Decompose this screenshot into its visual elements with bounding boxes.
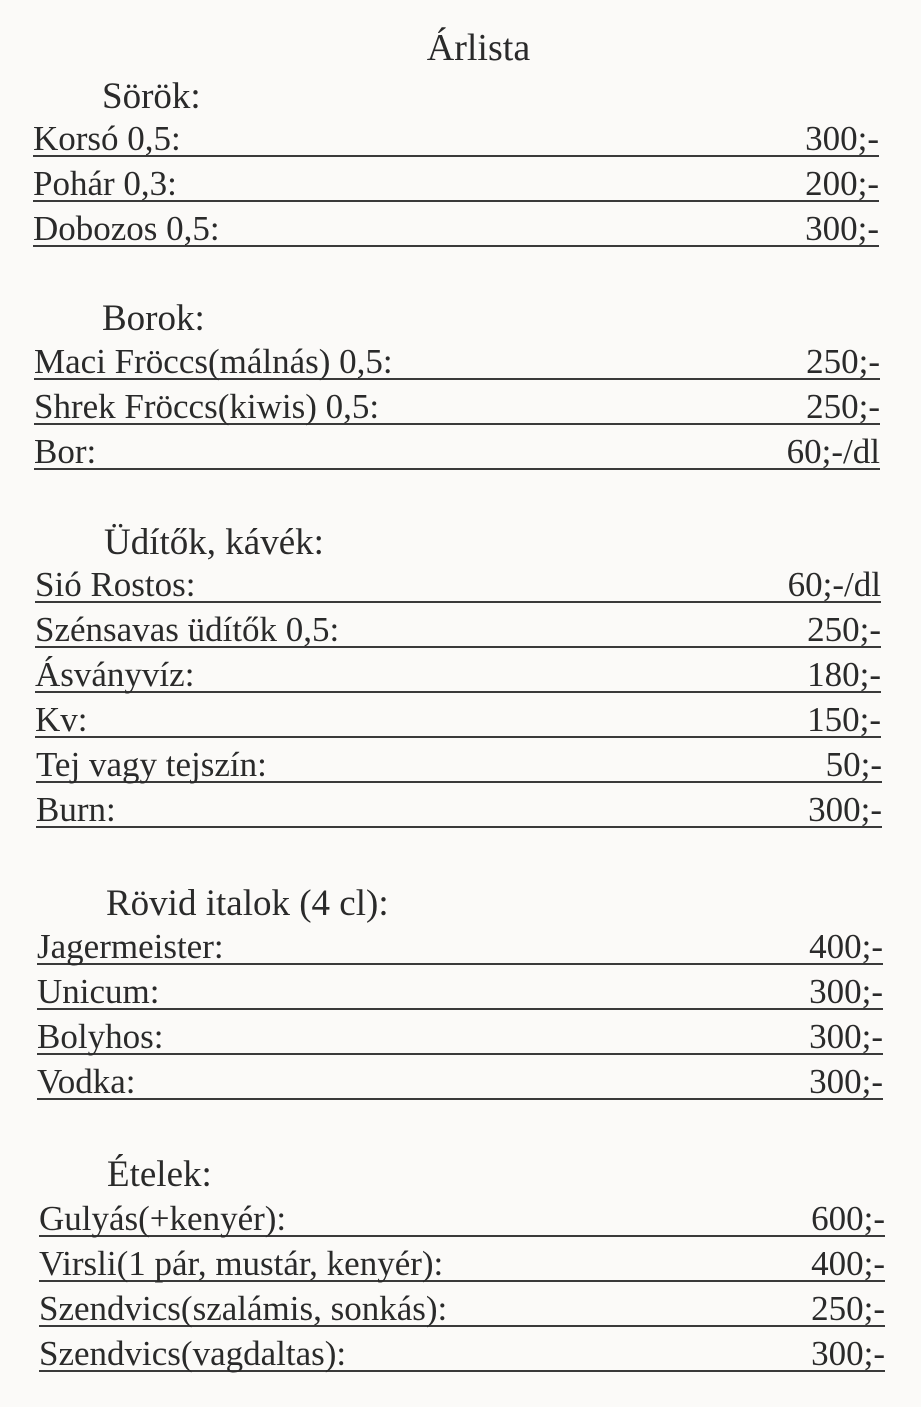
item-price: 250;- (806, 342, 880, 381)
list-item (39, 1197, 885, 1237)
item-price: 300;- (805, 209, 879, 248)
item-name: Jagermeister: (37, 927, 224, 966)
item-name: Szendvics(szalámis, sonkás): (39, 1289, 448, 1328)
item-price: 60;-/dl (786, 432, 880, 471)
item-price: 300;- (809, 972, 883, 1011)
list-item (39, 1242, 885, 1282)
section-heading-food: Ételek: (107, 1154, 212, 1195)
item-price: 300;- (809, 1017, 883, 1056)
item-price: 250;- (806, 387, 880, 426)
item-name: Kv: (35, 700, 88, 739)
section-heading-short-drinks (106, 882, 389, 926)
list-item (39, 1287, 885, 1327)
item-name: Szénsavas üdítők 0,5: (35, 610, 340, 649)
list-item (39, 1332, 885, 1372)
list-item (36, 788, 882, 828)
item-price: 300;- (805, 119, 879, 158)
list-item (36, 743, 882, 783)
list-item (37, 1015, 883, 1055)
item-name: Shrek Fröccs(kiwis) 0,5: (34, 387, 380, 426)
section-heading-short-drinks-text: Rövid italok (4 cl): (106, 883, 389, 924)
item-price: 300;- (811, 1334, 885, 1373)
list-item (37, 1060, 883, 1100)
item-name: Ásványvíz: (35, 655, 195, 694)
item-name: Korsó 0,5: (33, 119, 181, 158)
item-name: Sió Rostos: (35, 565, 196, 604)
item-price: 400;- (811, 1244, 885, 1283)
list-item (35, 563, 881, 603)
item-name: Bor: (34, 432, 97, 471)
item-price: 180;- (807, 655, 881, 694)
item-price: 250;- (811, 1289, 885, 1328)
item-price: 400;- (809, 927, 883, 966)
item-price: 300;- (808, 790, 882, 829)
section-heading-beers: Sörök: (102, 76, 201, 117)
item-name: Dobozos 0,5: (33, 209, 220, 248)
item-name: Pohár 0,3: (33, 164, 177, 203)
item-name: Burn: (36, 790, 116, 829)
item-name: Bolyhos: (37, 1017, 164, 1056)
list-item (37, 925, 883, 965)
list-item (33, 117, 879, 157)
item-name: Maci Fröccs(málnás) 0,5: (34, 342, 393, 381)
item-name: Unicum: (37, 972, 160, 1011)
item-price: 50;- (825, 745, 882, 784)
item-price: 300;- (809, 1062, 883, 1101)
list-item (33, 162, 879, 202)
section-heading-soft-drinks: Üdítők, kávék: (104, 522, 324, 563)
list-item (35, 653, 881, 693)
section-heading-wines: Borok: (102, 298, 205, 339)
list-item (37, 970, 883, 1010)
item-price: 60;-/dl (787, 565, 881, 604)
item-price: 250;- (807, 610, 881, 649)
item-name: Gulyás(+kenyér): (39, 1199, 287, 1238)
item-price: 600;- (811, 1199, 885, 1238)
item-name: Virsli(1 pár, mustár, kenyér): (39, 1244, 444, 1283)
list-item (34, 430, 880, 470)
list-item (34, 385, 880, 425)
list-item (33, 207, 879, 247)
list-item (34, 340, 880, 380)
item-name: Szendvics(vagdaltas): (39, 1334, 347, 1373)
list-item (35, 608, 881, 648)
item-name: Vodka: (37, 1062, 136, 1101)
item-price: 200;- (805, 164, 879, 203)
item-price: 150;- (807, 700, 881, 739)
page-title: Árlista (426, 27, 531, 69)
list-item (35, 698, 881, 738)
item-name: Tej vagy tejszín: (36, 745, 267, 784)
